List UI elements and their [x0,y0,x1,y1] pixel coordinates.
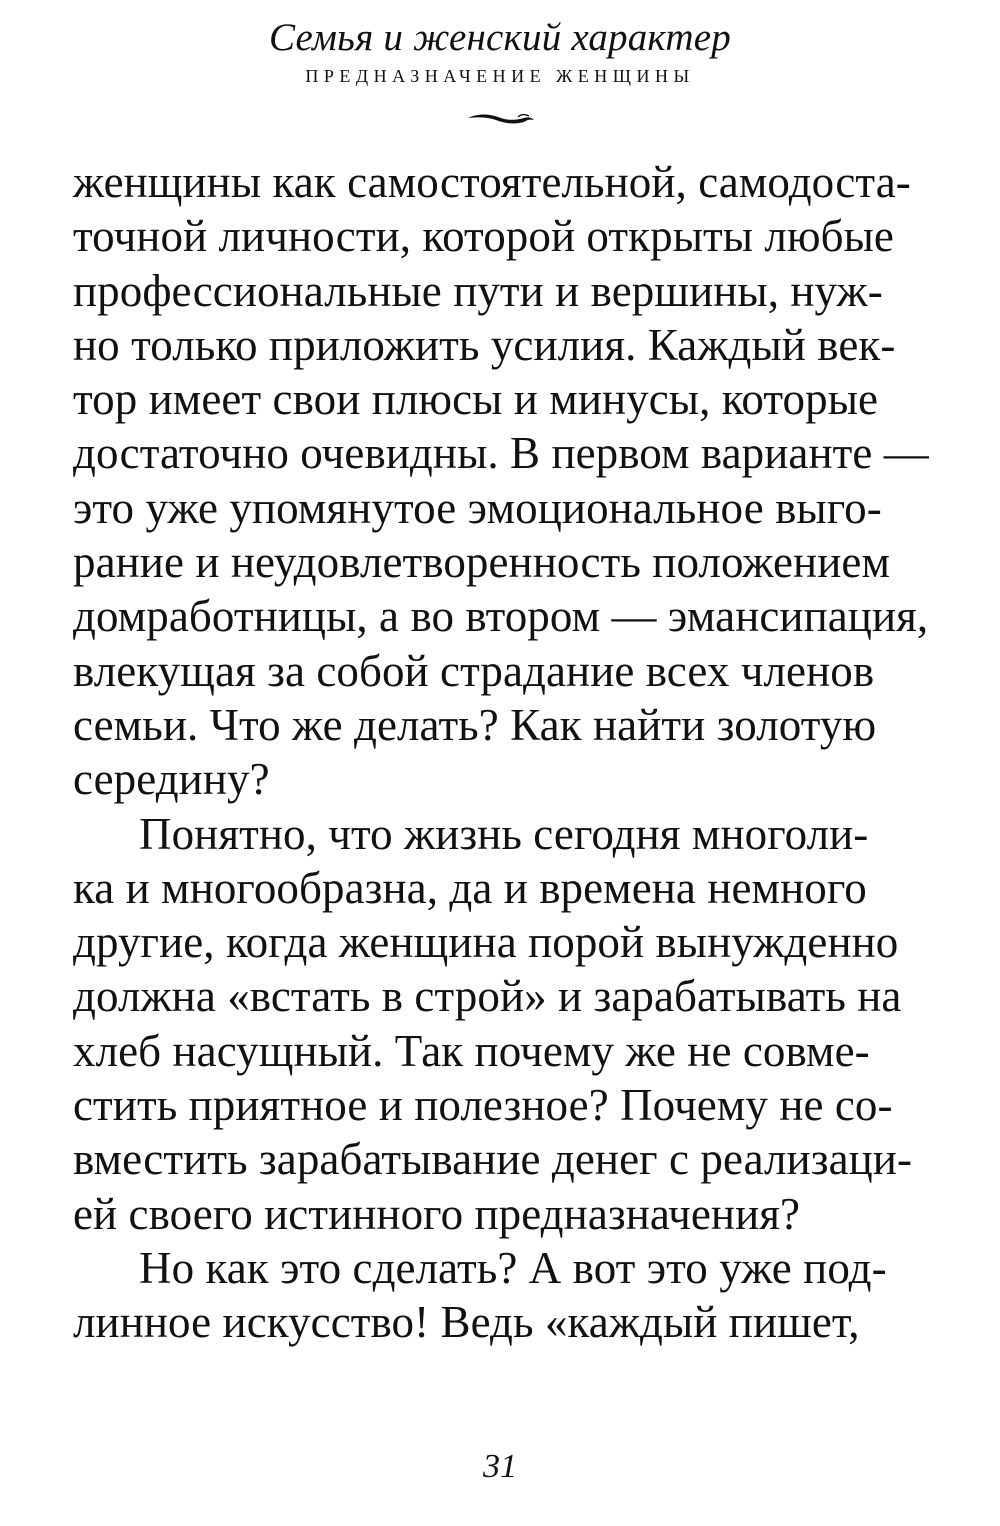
text-line: точной личности, которой открыты любые [73,211,894,262]
text-line: линное искусство! Ведь «каждый пишет, [73,1297,860,1348]
text-line: хлеб насущный. Так почему же не совме- [73,1025,870,1076]
text-line: рание и неудовлетворенность положением [73,537,890,588]
text-line: домработницы, а во втором — эмансипация, [73,591,929,642]
text-line: профессиональные пути и вершины, нуж- [73,265,883,316]
text-line: это уже упомянутое эмоциональное выго- [73,482,882,533]
text-line: семьи. Что же делать? Как найти золотую [73,699,877,750]
text-line: ей своего истинного предназначения? [73,1188,801,1239]
text-line: должна «встать в строй» и зарабатывать на [73,971,902,1022]
text-line: стить приятное и полезное? Почему не со- [73,1080,893,1131]
text-line: но только приложить усилия. Каждый век- [73,319,896,370]
running-subtitle: ПРЕДНАЗНАЧЕНИЕ ЖЕНЩИНЫ [305,66,695,86]
text-line: достаточно очевидны. В первом варианте — [73,428,929,479]
text-line: середину? [73,754,270,805]
text-line: другие, когда женщина порой вынужденно [73,917,899,968]
text-line: тор имеет свои плюсы и минусы, которые [73,374,879,425]
text-line: вместить зарабатывание денег с реализаци- [73,1134,913,1185]
paragraph-first-line: Но как это сделать? А вот это уже под- [139,1242,887,1293]
ornament-divider-icon [464,106,536,130]
text-line: влекущая за собой страдание всех членов [73,645,875,696]
paragraph-first-line: Понятно, что жизнь сегодня многоли- [139,808,869,859]
page-number: 31 [483,1448,517,1485]
running-title: Семья и женский характер [269,16,731,59]
page-body-text [73,155,937,1350]
text-line: ка и многообразна, да и времена немного [73,862,867,913]
text-line: женщины как самостоятельной, самодоста- [73,157,911,207]
